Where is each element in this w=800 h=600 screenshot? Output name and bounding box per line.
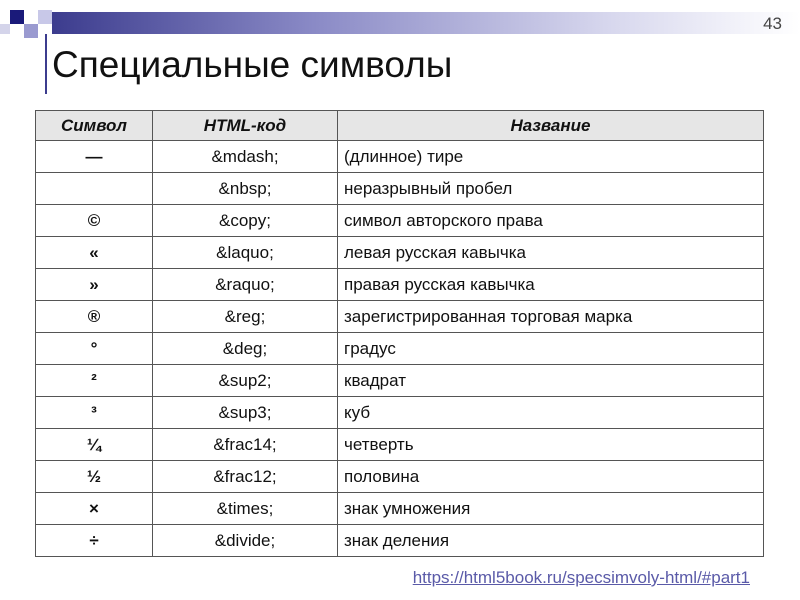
decor-square-dark xyxy=(10,10,24,24)
symbol-cell: ¼ xyxy=(36,429,153,461)
symbol-cell: — xyxy=(36,141,153,173)
name-cell: правая русская кавычка xyxy=(338,269,764,301)
html-code-cell: &nbsp; xyxy=(153,173,338,205)
name-cell: квадрат xyxy=(338,365,764,397)
name-cell: градус xyxy=(338,333,764,365)
decor-square-medium xyxy=(24,24,38,38)
table-row xyxy=(36,525,764,557)
html-code-cell: &copy; xyxy=(153,205,338,237)
table-row xyxy=(36,301,764,333)
decor-square-pale xyxy=(38,10,52,24)
html-code-cell: &sup2; xyxy=(153,365,338,397)
header-name: Название xyxy=(338,111,764,141)
decor-vertical-line xyxy=(45,34,47,94)
html-code-cell: &reg; xyxy=(153,301,338,333)
symbol-cell: ÷ xyxy=(36,525,153,557)
table-row xyxy=(36,365,764,397)
table-header-row xyxy=(36,111,764,141)
table-row xyxy=(36,461,764,493)
table-row xyxy=(36,493,764,525)
html-code-cell: &raquo; xyxy=(153,269,338,301)
symbol-cell: ² xyxy=(36,365,153,397)
html-code-cell: &sup3; xyxy=(153,397,338,429)
html-code-cell: &mdash; xyxy=(153,141,338,173)
html-code-cell: &divide; xyxy=(153,525,338,557)
table-row xyxy=(36,237,764,269)
name-cell: (длинное) тире xyxy=(338,141,764,173)
symbol-cell: ½ xyxy=(36,461,153,493)
decor-square-light xyxy=(0,24,10,34)
symbol-cell: ° xyxy=(36,333,153,365)
table-row xyxy=(36,269,764,301)
special-symbols-table xyxy=(35,110,764,557)
html-code-cell: &frac12; xyxy=(153,461,338,493)
page-number: 43 xyxy=(763,14,782,33)
symbol-cell: « xyxy=(36,237,153,269)
symbol-cell xyxy=(36,173,153,205)
html-code-cell: &times; xyxy=(153,493,338,525)
header-symbol: Символ xyxy=(36,111,153,141)
table-row xyxy=(36,397,764,429)
symbol-cell: » xyxy=(36,269,153,301)
name-cell: четверть xyxy=(338,429,764,461)
table-row xyxy=(36,141,764,173)
symbol-cell: ® xyxy=(36,301,153,333)
page-title: Специальные символы xyxy=(52,44,453,85)
name-cell: знак деления xyxy=(338,525,764,557)
symbol-cell: © xyxy=(36,205,153,237)
header-gradient-bar xyxy=(52,12,800,34)
symbol-cell: × xyxy=(36,493,153,525)
html-code-cell: &deg; xyxy=(153,333,338,365)
name-cell: левая русская кавычка xyxy=(338,237,764,269)
source-link[interactable]: https://html5book.ru/specsimvoly-html/#part1 xyxy=(412,568,750,587)
html-code-cell: &laquo; xyxy=(153,237,338,269)
table-row xyxy=(36,173,764,205)
name-cell: куб xyxy=(338,397,764,429)
name-cell: символ авторского права xyxy=(338,205,764,237)
table-row xyxy=(36,205,764,237)
symbol-cell: ³ xyxy=(36,397,153,429)
name-cell: половина xyxy=(338,461,764,493)
table-row xyxy=(36,429,764,461)
name-cell: неразрывный пробел xyxy=(338,173,764,205)
name-cell: зарегистрированная торговая марка xyxy=(338,301,764,333)
html-code-cell: &frac14; xyxy=(153,429,338,461)
name-cell: знак умножения xyxy=(338,493,764,525)
header-html-code: HTML-код xyxy=(153,111,338,141)
table-row xyxy=(36,333,764,365)
